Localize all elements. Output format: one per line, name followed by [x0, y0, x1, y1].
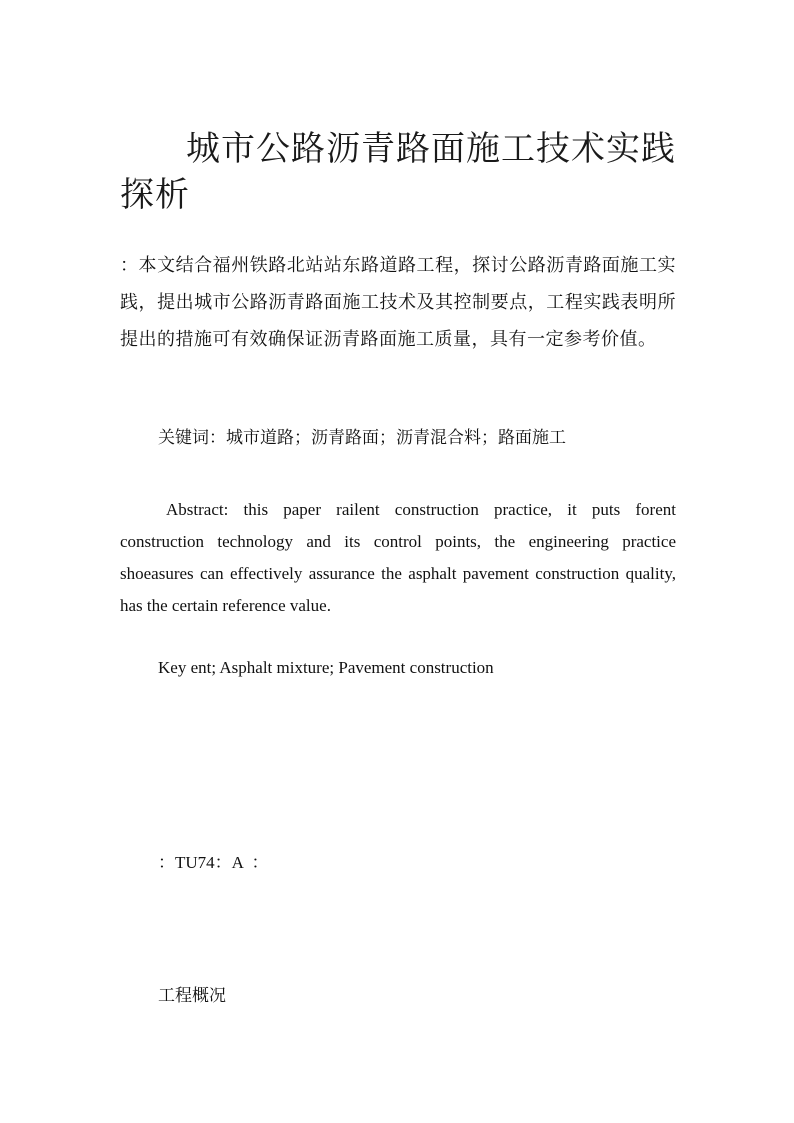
- english-abstract: [120, 494, 676, 622]
- section-heading: 工程概况: [158, 986, 226, 1006]
- chinese-keywords: 关键词：城市道路；沥青路面；沥青混合料；路面施工: [158, 428, 566, 448]
- chinese-abstract: ：本文结合福州铁路北站站东路道路工程，探讨公路沥青路面施工实践，提出城市公路沥青路面施工技术及其控制要点，工程实践表明所提出的措施可有效确保证沥青路面施工质量，具有一定参考价值。: [120, 255, 676, 350]
- english-keywords: Key ent; Asphalt mixture; Pavement construction: [158, 658, 494, 677]
- english-abstract-text: Abstract: this paper railent construction practice, it puts forent construction technology and its control points, the engineering practice shoeasures can effectively assurance the asphalt pavement construction quality, has the certain reference value.: [120, 500, 676, 615]
- document-title: 城市公路沥青路面施工技术实践探析: [120, 129, 676, 215]
- classification-code: ：TU74：A ：: [158, 853, 269, 872]
